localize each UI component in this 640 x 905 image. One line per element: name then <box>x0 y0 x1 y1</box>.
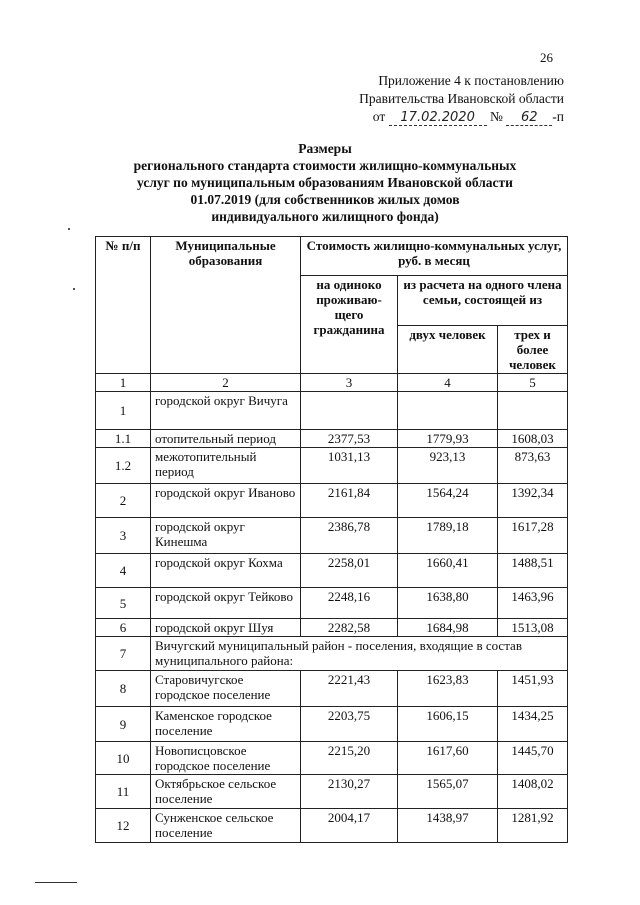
handwritten-number: 62 <box>506 110 552 126</box>
cost-three-plus-persons: 873,63 <box>498 448 568 484</box>
cost-three-plus-persons <box>498 392 568 430</box>
row-number: 8 <box>96 671 151 707</box>
row-number: 11 <box>96 775 151 809</box>
row-number: 4 <box>96 554 151 588</box>
row-number: 1 <box>96 392 151 430</box>
municipality-name: Старовичугское городское поселение <box>151 671 301 707</box>
cost-single: 2161,84 <box>301 484 398 518</box>
municipality-name: Вичугский муниципальный район - поселения, входящие в состав муниципального района: <box>151 637 568 671</box>
cost-two-persons: 1789,18 <box>398 518 498 554</box>
cost-three-plus-persons: 1408,02 <box>498 775 568 809</box>
cost-single: 2004,17 <box>301 809 398 843</box>
table-row <box>96 392 568 430</box>
cost-two-persons: 1660,41 <box>398 554 498 588</box>
municipality-name: межотопительный период <box>151 448 301 484</box>
cost-three-plus-persons: 1451,93 <box>498 671 568 707</box>
table-row <box>96 518 568 554</box>
title-line: Размеры <box>298 141 352 156</box>
cost-single: 2130,27 <box>301 775 398 809</box>
cost-three-plus-persons: 1617,28 <box>498 518 568 554</box>
column-number: 2 <box>151 374 301 392</box>
table-row <box>96 448 568 484</box>
header-cost: Стоимость жилищно-коммунальных услуг, руб. в месяц <box>301 237 568 276</box>
cost-single: 2215,20 <box>301 742 398 775</box>
cost-two-persons: 1438,97 <box>398 809 498 843</box>
table-row <box>96 742 568 775</box>
cost-three-plus-persons: 1445,70 <box>498 742 568 775</box>
date-prefix: от <box>372 109 386 124</box>
municipality-name: отопительный период <box>151 430 301 448</box>
table-row <box>96 707 568 742</box>
municipality-name: городской округ Кинешма <box>151 518 301 554</box>
municipality-name: городской округ Кохма <box>151 554 301 588</box>
footnote-divider <box>35 882 77 883</box>
cost-three-plus-persons: 1608,03 <box>498 430 568 448</box>
table-row <box>96 430 568 448</box>
cost-single: 2282,58 <box>301 619 398 637</box>
table-row <box>96 671 568 707</box>
cost-three-plus-persons: 1513,08 <box>498 619 568 637</box>
cost-three-plus-persons: 1488,51 <box>498 554 568 588</box>
appendix-line-1: Приложение 4 к постановлению <box>378 73 564 88</box>
row-number: 3 <box>96 518 151 554</box>
cost-two-persons: 1606,15 <box>398 707 498 742</box>
cost-two-persons: 923,13 <box>398 448 498 484</box>
number-suffix: -п <box>552 109 564 124</box>
title-line: индивидуального жилищного фонда) <box>211 209 439 224</box>
municipality-name: Каменское городское поселение <box>151 707 301 742</box>
table-row <box>96 484 568 518</box>
cost-three-plus-persons: 1392,34 <box>498 484 568 518</box>
cost-two-persons <box>398 392 498 430</box>
column-number-row <box>96 374 568 392</box>
column-number: 4 <box>398 374 498 392</box>
cost-single: 1031,13 <box>301 448 398 484</box>
cost-two-persons: 1638,80 <box>398 588 498 619</box>
municipality-name: Новописцовское городское поселение <box>151 742 301 775</box>
cost-single: 2221,43 <box>301 671 398 707</box>
cost-table <box>95 236 568 843</box>
row-number: 2 <box>96 484 151 518</box>
column-number: 3 <box>301 374 398 392</box>
scan-speck <box>73 288 75 290</box>
header-two: двух человек <box>398 326 498 374</box>
row-number: 6 <box>96 619 151 637</box>
cost-single: 2258,01 <box>301 554 398 588</box>
row-number: 9 <box>96 707 151 742</box>
appendix-line-2: Правительства Ивановской области <box>359 91 564 106</box>
table-row <box>96 637 568 671</box>
header-num: № п/п <box>96 237 151 374</box>
municipality-name: Октябрьское сельское поселение <box>151 775 301 809</box>
scan-speck <box>68 228 70 230</box>
column-number: 5 <box>498 374 568 392</box>
municipality-name: городской округ Вичуга <box>151 392 301 430</box>
header-per-member: из расчета на одного члена семьи, состоящей из <box>398 276 568 326</box>
appendix-date-number <box>373 109 564 126</box>
handwritten-date: 17.02.2020 <box>389 110 487 126</box>
municipality-name: городской округ Иваново <box>151 484 301 518</box>
table-row <box>96 619 568 637</box>
municipality-name: Сунженское сельское поселение <box>151 809 301 843</box>
row-number: 1.2 <box>96 448 151 484</box>
row-number: 10 <box>96 742 151 775</box>
cost-single <box>301 392 398 430</box>
header-municipality: Муниципальные образования <box>151 237 301 374</box>
title-line: услуг по муниципальным образованиям Ивановской области <box>137 175 513 190</box>
number-prefix: № <box>490 109 503 124</box>
header-single: на одиноко проживаю-щего гражданина <box>301 276 398 374</box>
row-number: 5 <box>96 588 151 619</box>
municipality-name: городской округ Тейково <box>151 588 301 619</box>
table-row <box>96 554 568 588</box>
cost-two-persons: 1565,07 <box>398 775 498 809</box>
cost-three-plus-persons: 1434,25 <box>498 707 568 742</box>
table-row <box>96 588 568 619</box>
cost-two-persons: 1623,83 <box>398 671 498 707</box>
municipality-name: городской округ Шуя <box>151 619 301 637</box>
cost-three-plus-persons: 1281,92 <box>498 809 568 843</box>
cost-single: 2377,53 <box>301 430 398 448</box>
cost-two-persons: 1684,98 <box>398 619 498 637</box>
cost-single: 2248,16 <box>301 588 398 619</box>
row-number: 7 <box>96 637 151 671</box>
header-three-plus: трех и более человек <box>498 326 568 374</box>
cost-two-persons: 1779,93 <box>398 430 498 448</box>
table-row <box>96 775 568 809</box>
title-line: регионального стандарта стоимости жилищно-коммунальных <box>133 158 517 173</box>
cost-three-plus-persons: 1463,96 <box>498 588 568 619</box>
cost-two-persons: 1617,60 <box>398 742 498 775</box>
row-number: 1.1 <box>96 430 151 448</box>
cost-single: 2203,75 <box>301 707 398 742</box>
column-number: 1 <box>96 374 151 392</box>
table-row <box>96 809 568 843</box>
title-line: 01.07.2019 (для собственников жилых домов <box>190 192 460 207</box>
cost-two-persons: 1564,24 <box>398 484 498 518</box>
page-number: 26 <box>540 50 553 65</box>
row-number: 12 <box>96 809 151 843</box>
document-title <box>90 140 560 225</box>
cost-single: 2386,78 <box>301 518 398 554</box>
